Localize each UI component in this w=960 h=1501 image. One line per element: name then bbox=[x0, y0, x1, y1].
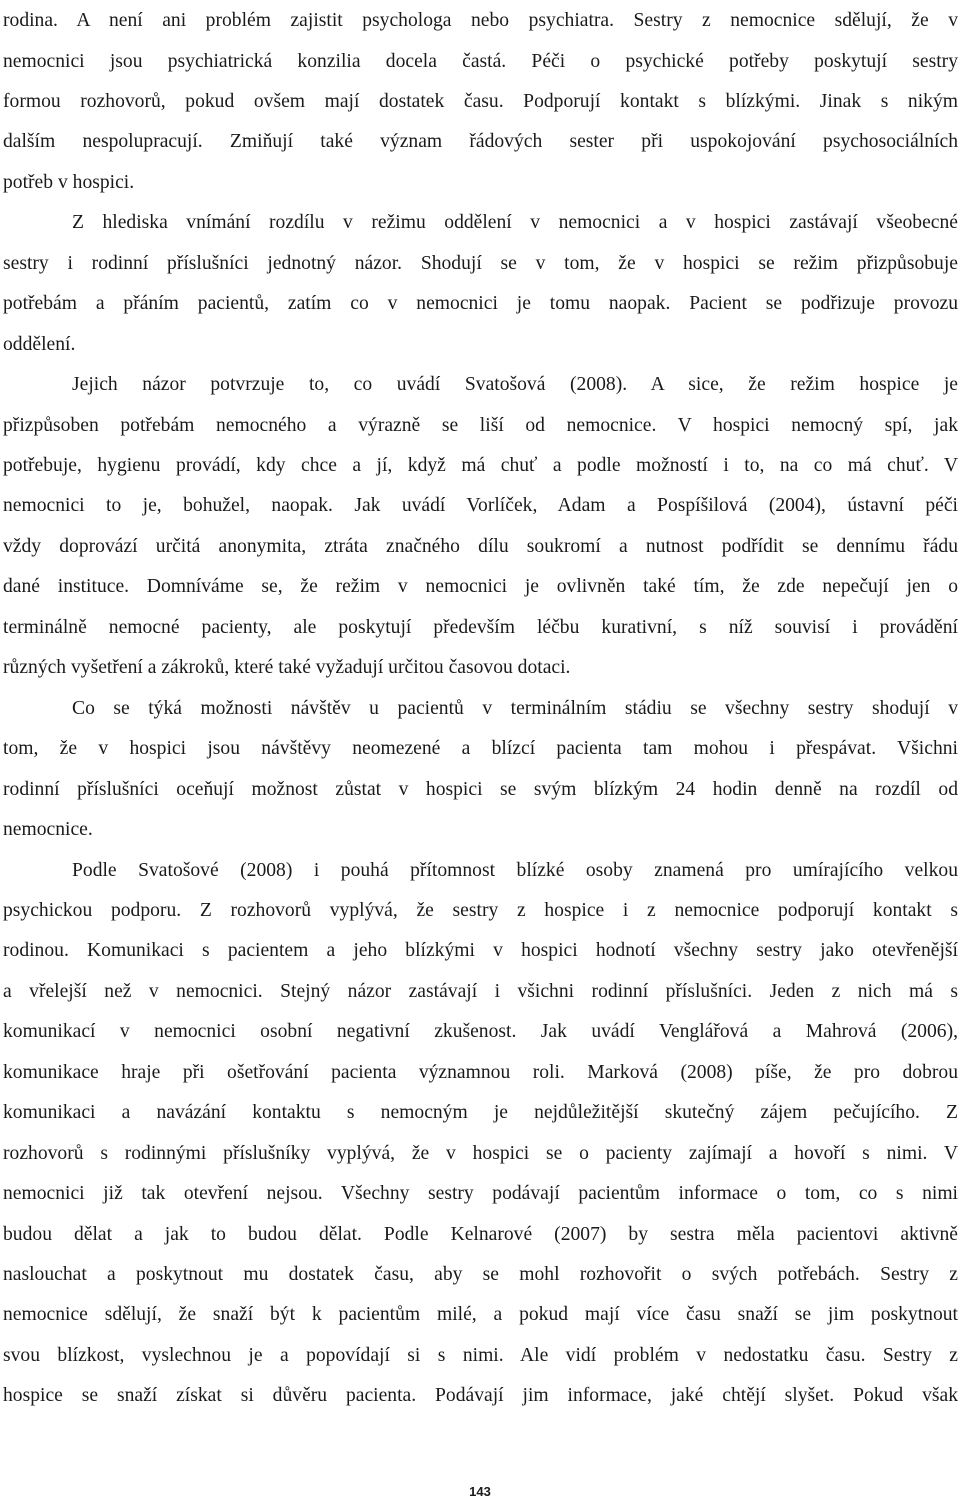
text-line: komunikací v nemocnici osobní negativní zkušenost. Jak uvádí Venglářová a Mahrová (2006), bbox=[3, 1021, 958, 1043]
text-line: svou blízkost, vyslechnou je a popovídají si s nimi. Ale vidí problém v nedostatku času. Sestry z bbox=[3, 1344, 958, 1366]
text-line: potřebám a přáním pacientů, zatím co v nemocnici je tomu naopak. Pacient se podřizuje provozu bbox=[3, 293, 958, 315]
text-line: rodina. A není ani problém zajistit psychologa nebo psychiatra. Sestry z nemocnice sdělují, že v bbox=[3, 10, 958, 31]
text-line: různých vyšetření a zákroků, které také vyžadují určitou časovou dotaci. bbox=[3, 657, 571, 679]
text-line: nemocnice. bbox=[3, 819, 93, 840]
text-line: Podle Svatošové (2008) i pouhá přítomnost blízké osoby znamená pro umírajícího velkou bbox=[72, 859, 958, 881]
text-line: přizpůsoben potřebám nemocného a výrazně se liší od nemocnice. V hospici nemocný spí, jak bbox=[3, 414, 958, 436]
text-line: budou dělat a jak to budou dělat. Podle Kelnarové (2007) by sestra měla pacientovi aktivně bbox=[3, 1223, 958, 1245]
text-line: a vřelejší než v nemocnici. Stejný názor zastávají i všichni rodinní příslušníci. Jeden z nich má s bbox=[3, 980, 958, 1002]
text-line: formou rozhovorů, pokud ovšem mají dostatek času. Podporují kontakt s blízkými. Jinak s nikým bbox=[3, 90, 958, 112]
text-line: nemocnice sdělují, že snaží být k pacientům milé, a pokud mají více času snaží se jim poskytnout bbox=[3, 1304, 958, 1326]
text-line: Z hlediska vnímání rozdílu v režimu oddělení v nemocnici a v hospici zastávají všeobecné bbox=[72, 212, 958, 234]
text-line: sestry i rodinní příslušníci jednotný názor. Shodují se v tom, že v hospici se režim přizpůsobuje bbox=[3, 252, 958, 274]
text-line: naslouchat a poskytnout mu dostatek času, aby se mohl rozhovořit o svých potřebách. Sestry z bbox=[3, 1264, 958, 1285]
text-line: rodinou. Komunikaci s pacientem a jeho blízkými v hospici hodnotí všechny sestry jako otevřenější bbox=[3, 940, 958, 962]
text-line: rodinní příslušníci oceňují možnost zůstat v hospici se svým blízkým 24 hodin denně na rozdíl od bbox=[3, 778, 958, 800]
text-line: tom, že v hospici jsou návštěvy neomezené a blízcí pacienta tam mohou i přespávat. Všichni bbox=[3, 738, 958, 760]
text-line: potřebuje, hygienu provádí, kdy chce a jí, když má chuť a podle možností i to, na co má chuť. V bbox=[3, 455, 958, 476]
text-line: Co se týká možnosti návštěv u pacientů v terminálním stádiu se všechny sestry shodují v bbox=[72, 697, 958, 719]
text-line: nemocnici to je, bohužel, naopak. Jak uvádí Vorlíček, Adam a Pospíšilová (2004), ústavní péči bbox=[3, 495, 958, 517]
text-line: vždy doprovází určitá anonymita, ztráta značného dílu soukromí a nutnost podřídit se dennímu řádu bbox=[3, 535, 958, 557]
text-line: psychickou podporu. Z rozhovorů vyplývá, že sestry z hospice i z nemocnice podporují kontakt s bbox=[3, 899, 958, 921]
text-line: nemocnici již tak otevření nejsou. Všechny sestry podávají pacientům informace o tom, co s nimi bbox=[3, 1183, 958, 1205]
text-line: terminálně nemocné pacienty, ale poskytují především léčbu kurativní, s níž souvisí i provádění bbox=[3, 616, 958, 638]
text-line: komunikace hraje při ošetřování pacienta významnou roli. Marková (2008) píše, že pro dobrou bbox=[3, 1061, 958, 1083]
text-line: komunikaci a navázání kontaktu s nemocným je nejdůležitější skutečný zájem pečujícího. Z bbox=[3, 1102, 958, 1124]
text-line: hospice se snaží získat si důvěru pacienta. Podávají jim informace, jaké chtějí slyšet. Pokud však bbox=[3, 1385, 958, 1407]
text-line: dané instituce. Domníváme se, že režim v nemocnici je ovlivněn také tím, že zde nepečují jen o bbox=[3, 576, 958, 598]
page-number: 143 bbox=[469, 1484, 491, 1499]
text-line: Jejich názor potvrzuje to, co uvádí Svatošová (2008). A sice, že režim hospice je bbox=[72, 374, 958, 396]
text-line: nemocnici jsou psychiatrická konzilia docela častá. Péči o psychické potřeby poskytují sestry bbox=[3, 50, 958, 72]
text-line: oddělení. bbox=[3, 333, 76, 355]
text-line: dalším nespolupracují. Zmiňují také význam řádových sester při uspokojování psychosociálních bbox=[3, 131, 958, 153]
text-line: rozhovorů s rodinnými příslušníky vyplývá, že v hospici se o pacienty zajímají a hovoří s nimi. V bbox=[3, 1142, 958, 1164]
text-line: potřeb v hospici. bbox=[3, 171, 135, 193]
